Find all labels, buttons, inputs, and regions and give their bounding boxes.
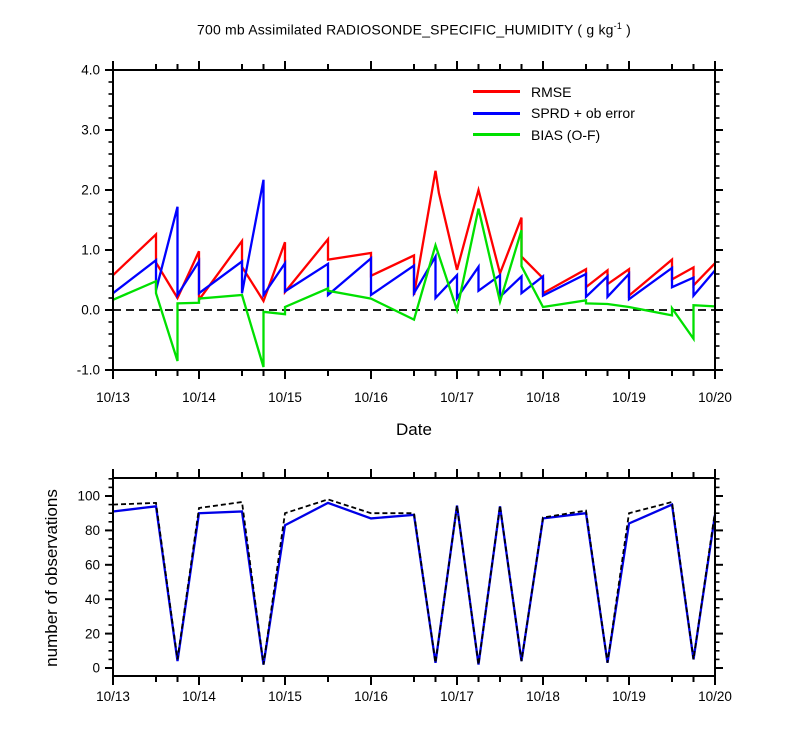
x-tick-label: 10/16	[354, 390, 388, 405]
x-tick-label: 10/17	[440, 390, 474, 405]
legend-label-sprd: SPRD + ob error	[531, 105, 635, 122]
legend-label-bias: BIAS (O-F)	[531, 126, 601, 143]
y-tick-label: 0	[92, 660, 100, 676]
series-line-observations-solid-blue-	[113, 503, 715, 665]
x-axis-title: Date	[396, 420, 432, 439]
chart-title-suffix: )	[622, 21, 632, 38]
y-axis-title-observations: number of observations	[42, 489, 61, 667]
legend-item-sprd	[473, 103, 635, 125]
bias-line-swatch	[473, 133, 520, 136]
legend-label-rmse: RMSE	[531, 83, 572, 100]
x-tick-label: 10/20	[698, 689, 732, 704]
chart-title-superscript: -1	[613, 21, 623, 31]
series-line-observations-dashed-black-	[113, 499, 715, 664]
x-tick-label: 10/18	[526, 390, 560, 405]
y-tick-label: 1.0	[81, 242, 100, 258]
legend-item-bias	[473, 124, 635, 146]
y-tick-label: 20	[84, 626, 100, 642]
x-tick-label: 10/19	[612, 689, 646, 704]
x-tick-label: 10/14	[182, 689, 216, 704]
series-line-sprd-ob-error	[113, 180, 715, 299]
x-tick-label: 10/15	[268, 689, 302, 704]
rmse-line-swatch	[473, 90, 520, 93]
x-tick-label: 10/14	[182, 390, 216, 405]
y-tick-label: 100	[77, 488, 100, 504]
y-tick-label: 80	[84, 523, 100, 539]
x-tick-label: 10/19	[612, 390, 646, 405]
legend	[473, 81, 635, 146]
x-tick-label: 10/18	[526, 689, 560, 704]
x-tick-label: 10/16	[354, 689, 388, 704]
y-tick-label: 3.0	[81, 122, 100, 138]
x-tick-label: 10/17	[440, 689, 474, 704]
chart-title-text: 700 mb Assimilated RADIOSONDE_SPECIFIC_HUMIDITY ( g kg	[196, 21, 614, 38]
chart-title	[0, 21, 800, 38]
y-tick-label: 4.0	[81, 62, 100, 78]
sprd-line-swatch	[473, 112, 520, 115]
x-tick-label: 10/20	[698, 390, 732, 405]
x-tick-label: 10/15	[268, 390, 302, 405]
y-tick-label: 0.0	[81, 302, 100, 318]
y-tick-label: -1.0	[76, 362, 100, 378]
y-tick-label: 40	[84, 591, 100, 607]
x-tick-label: 10/13	[96, 390, 130, 405]
legend-item-rmse	[473, 81, 635, 103]
x-tick-label: 10/13	[96, 689, 130, 704]
y-tick-label: 60	[84, 557, 100, 573]
y-tick-label: 2.0	[81, 182, 100, 198]
plot-frame	[113, 478, 715, 676]
